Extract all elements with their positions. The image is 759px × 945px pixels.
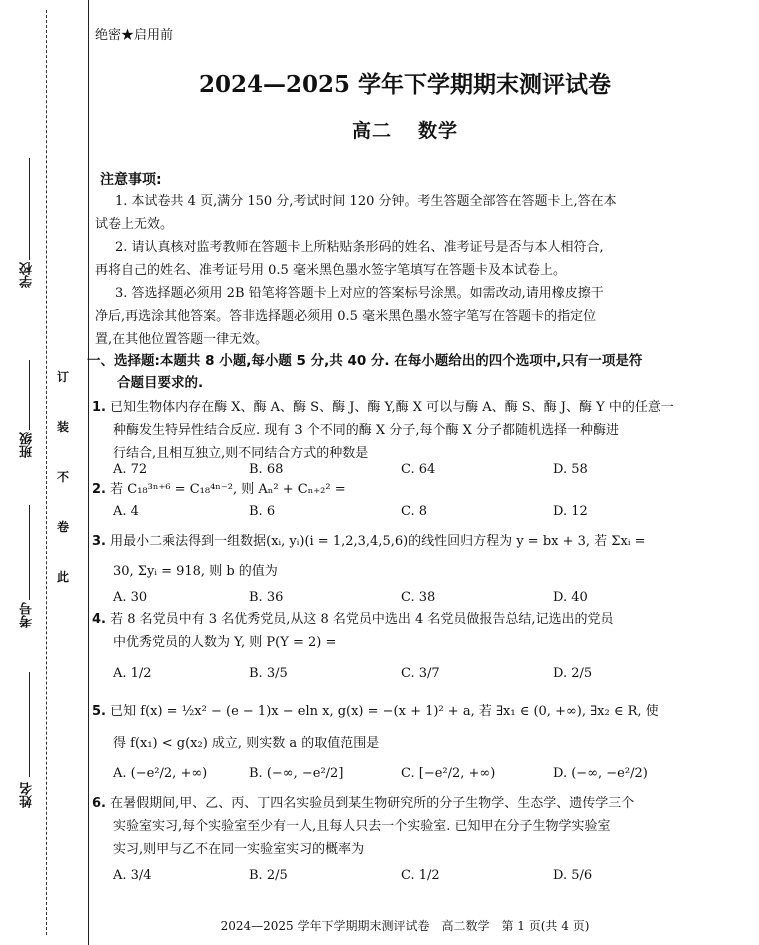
question-3 — [92, 530, 712, 553]
question-4 — [92, 608, 712, 631]
question-number: 6. — [92, 796, 106, 811]
option-c: C. 3/7 — [401, 666, 440, 681]
question-1-line-3: 行结合,且相互独立,则不同结合方式的种数是 — [113, 446, 369, 461]
option-c: C. 64 — [401, 462, 436, 477]
question-6-line-2: 实验室实习,每个实验室至少有一人,且每人只去一个实验室. 已知甲在分子生物学实验室 — [113, 819, 611, 834]
notice-item-1b: 试卷上无效。 — [95, 217, 174, 232]
option-b: B. 2/5 — [249, 868, 288, 883]
notice-item-3c: 置,在其他位置答题一律无效。 — [95, 332, 269, 347]
notice-item-3b: 净后,再选涂其他答案。答非选择题必须用 0.5 毫米黑色墨水签字笔写在答题卡的指定位 — [95, 309, 597, 324]
option-c: C. 8 — [401, 504, 428, 519]
option-c: C. 1/2 — [401, 868, 440, 883]
option-a: A. 3/4 — [113, 868, 152, 883]
option-b: B. (−∞, −e²/2] — [249, 766, 344, 781]
margin-border-line — [88, 0, 89, 945]
question-text: 用最小二乘法得到一组数据(xᵢ, yᵢ)(i = 1,2,3,4,5,6)的线性回归方程为 y = bx + 3, 若 Σxᵢ = — [110, 534, 646, 549]
option-a: A. 4 — [113, 504, 139, 519]
question-number: 5. — [92, 704, 106, 719]
notice-item-2b: 再将自己的姓名、准考证号用 0.5 毫米黑色墨水签字笔填写在答题卡及本试卷上。 — [95, 263, 566, 278]
option-b: B. 36 — [249, 590, 284, 605]
option-b: B. 3/5 — [249, 666, 288, 681]
class-fill-line[interactable] — [29, 360, 30, 430]
question-text: 已知生物体内存在酶 X、酶 A、酶 S、酶 J、酶 Y,酶 X 可以与酶 A、酶 S、酶 J、酶 Y 中的任意一 — [110, 400, 674, 415]
exam-number-label: 考号 — [20, 602, 35, 628]
subject-label: 数学 — [418, 120, 459, 142]
option-c: C. 38 — [401, 590, 436, 605]
binding-margin — [0, 0, 88, 945]
dashed-cut-line — [46, 10, 47, 935]
question-text: 在暑假期间,甲、乙、丙、丁四名实验员到某生物研究所的分子生物学、生态学、遗传学三个 — [110, 796, 635, 811]
notice-item-3a: 3. 答选择题必须用 2B 铅笔将答题卡上对应的答案标号涂黑。如需改动,请用橡皮擦干 — [115, 286, 604, 301]
school-label: 学校 — [20, 262, 35, 288]
option-b: B. 68 — [249, 462, 284, 477]
section-heading: 一、选择题:本题共 8 小题,每小题 5 分,共 40 分. 在每小题给出的四个选项中,只有一项是符 — [87, 353, 643, 369]
question-5-line-2: 得 f(x₁) < g(x₂) 成立, 则实数 a 的取值范围是 — [113, 736, 380, 751]
binding-word: 卷 — [57, 520, 70, 534]
question-1 — [92, 396, 712, 419]
question-text: 若 8 名党员中有 3 名优秀党员,从这 8 名党员中选出 4 名党员做报告总结,记选出的党员 — [110, 612, 614, 627]
option-d: D. (−∞, −e²/2) — [553, 766, 648, 781]
question-6-line-3: 实习,则甲与乙不在同一实验室实习的概率为 — [113, 842, 365, 857]
question-5 — [92, 700, 712, 723]
option-d: D. 2/5 — [553, 666, 593, 681]
question-3-line-2: 30, Σyᵢ = 918, 则 b 的值为 — [113, 564, 278, 579]
question-number: 4. — [92, 612, 106, 627]
question-6 — [92, 792, 712, 815]
question-text: 若 C₁₈³ⁿ⁺⁶ = C₁₈⁴ⁿ⁻², 则 Aₙ² + Cₙ₊₂² = — [110, 482, 346, 497]
option-a: A. 72 — [113, 462, 148, 477]
name-label: 姓名 — [20, 782, 35, 808]
question-1-line-2: 种酶发生特异性结合反应. 现有 3 个不同的酶 X 分子,每个酶 X 分子都随机选择一种酶进 — [113, 423, 619, 438]
question-number: 2. — [92, 482, 106, 497]
question-4-line-2: 中优秀党员的人数为 Y, 则 P(Y = 2) = — [113, 635, 337, 650]
option-b: B. 6 — [249, 504, 276, 519]
binding-word: 订 — [57, 370, 70, 384]
page-footer: 2024—2025 学年下学期期末测评试卷 高二数学 第 1 页(共 4 页) — [220, 919, 590, 933]
exam-number-fill-line[interactable] — [29, 505, 30, 600]
question-number: 1. — [92, 400, 106, 415]
option-a: A. 30 — [113, 590, 148, 605]
option-a: A. 1/2 — [113, 666, 152, 681]
confidential-mark: 绝密★启用前 — [95, 28, 174, 43]
option-d: D. 40 — [553, 590, 588, 605]
grade-label: 高二 — [351, 120, 392, 142]
question-number: 3. — [92, 534, 106, 549]
notice-item-2a: 2. 请认真核对监考教师在答题卡上所粘贴条形码的姓名、准考证号是否与本人相符合, — [115, 240, 604, 255]
page-title: 2024—2025 学年下学期期末测评试卷 — [198, 71, 612, 98]
option-d: D. 58 — [553, 462, 588, 477]
binding-word: 装 — [57, 420, 70, 434]
binding-word: 不 — [57, 470, 70, 484]
name-fill-line[interactable] — [29, 672, 30, 777]
notice-item-1a: 1. 本试卷共 4 页,满分 150 分,考试时间 120 分钟。考生答题全部答在答题卡上,答在本 — [115, 194, 617, 209]
section-heading-cont: 合题目要求的. — [117, 375, 204, 391]
notice-heading: 注意事项: — [100, 172, 162, 188]
question-text: 已知 f(x) = ½x² − (e − 1)x − eln x, g(x) = −(x + 1)² + a, 若 ∃x₁ ∈ (0, +∞), ∃x₂ ∈ R, 使 — [110, 704, 659, 719]
question-2 — [92, 478, 707, 501]
class-label: 班级 — [20, 432, 35, 458]
option-a: A. (−e²/2, +∞) — [113, 766, 208, 781]
grade-subject — [95, 116, 715, 143]
binding-word: 此 — [57, 570, 70, 584]
option-c: C. [−e²/2, +∞) — [401, 766, 496, 781]
option-d: D. 5/6 — [553, 868, 593, 883]
option-d: D. 12 — [553, 504, 588, 519]
school-fill-line[interactable] — [29, 158, 30, 260]
